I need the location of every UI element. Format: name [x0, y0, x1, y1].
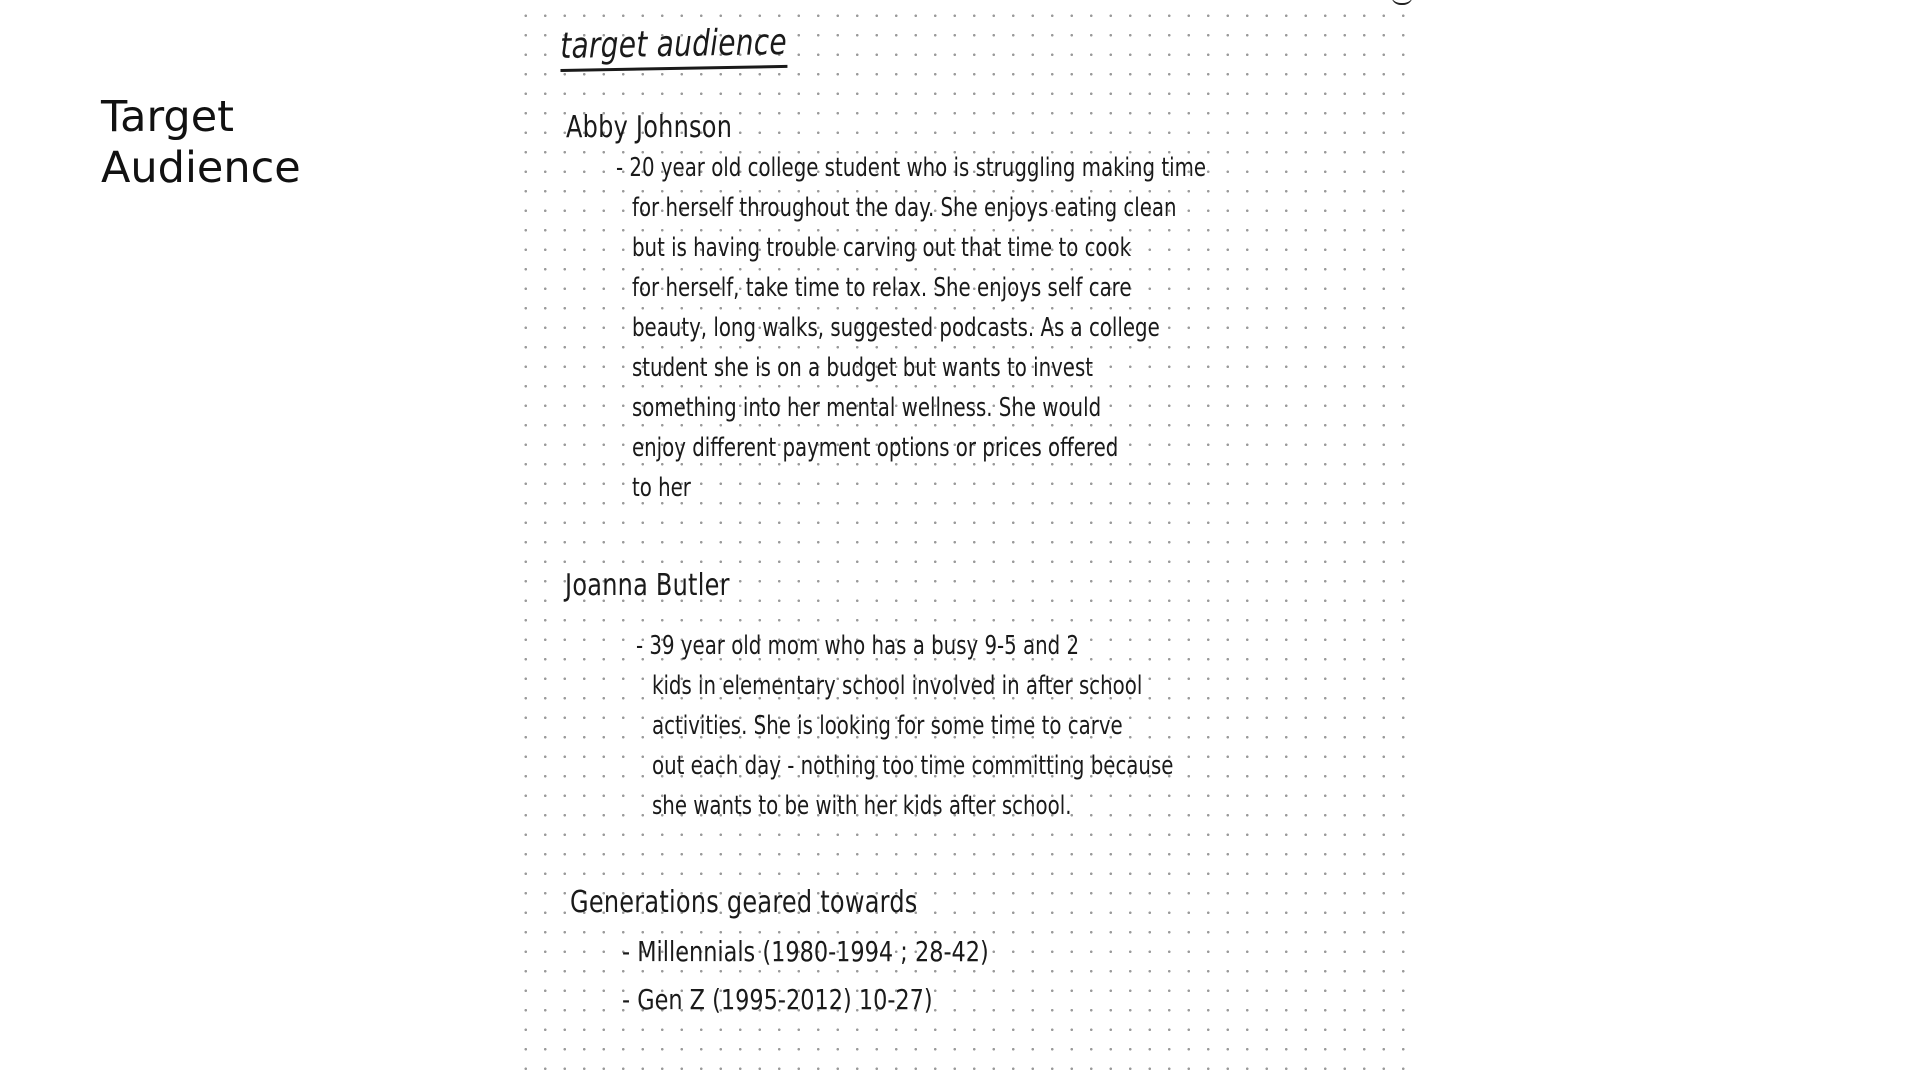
description-line: activities. She is looking for some time to carve	[652, 711, 1123, 741]
description-line: - 39 year old mom who has a busy 9-5 and 2	[636, 626, 1170, 666]
description-line: for herself throughout the day. She enjoys eating clean	[632, 193, 1177, 223]
description-line: out each day - nothing too time committing because	[652, 751, 1174, 781]
generation-item: - Gen Z (1995-2012) 10-27)	[622, 976, 989, 1024]
description-line: to her	[632, 473, 691, 503]
slide-title: Target Audience	[101, 92, 301, 193]
description-line: something into her mental wellness. She would	[632, 393, 1102, 423]
description-line: for herself, take time to relax. She enjoys self care	[632, 273, 1132, 303]
description-line: she wants to be with her kids after school.	[652, 791, 1072, 821]
persona-name: Joanna Butler	[565, 568, 730, 603]
persona-description	[649, 626, 1338, 826]
description-line: but is having trouble carving out that time to cook	[632, 233, 1132, 263]
persona-name: Abby Johnson	[566, 110, 733, 145]
description-line: - 20 year old college student who is struggling making time	[616, 148, 1206, 188]
generations-heading: Generations geared towards	[570, 885, 918, 920]
description-line: student she is on a budget but wants to invest	[632, 353, 1094, 383]
persona-description	[629, 148, 1392, 508]
generations-list	[622, 928, 1081, 1024]
description-line: beauty, long walks, suggested podcasts. As a college	[632, 313, 1160, 343]
generation-item: - Millennials (1980-1994 ; 28-42)	[622, 928, 989, 976]
description-line: kids in elementary school involved in after school	[652, 671, 1143, 701]
description-line: enjoy different payment options or prices offered	[632, 433, 1119, 463]
notes-heading: target audience	[560, 22, 787, 72]
